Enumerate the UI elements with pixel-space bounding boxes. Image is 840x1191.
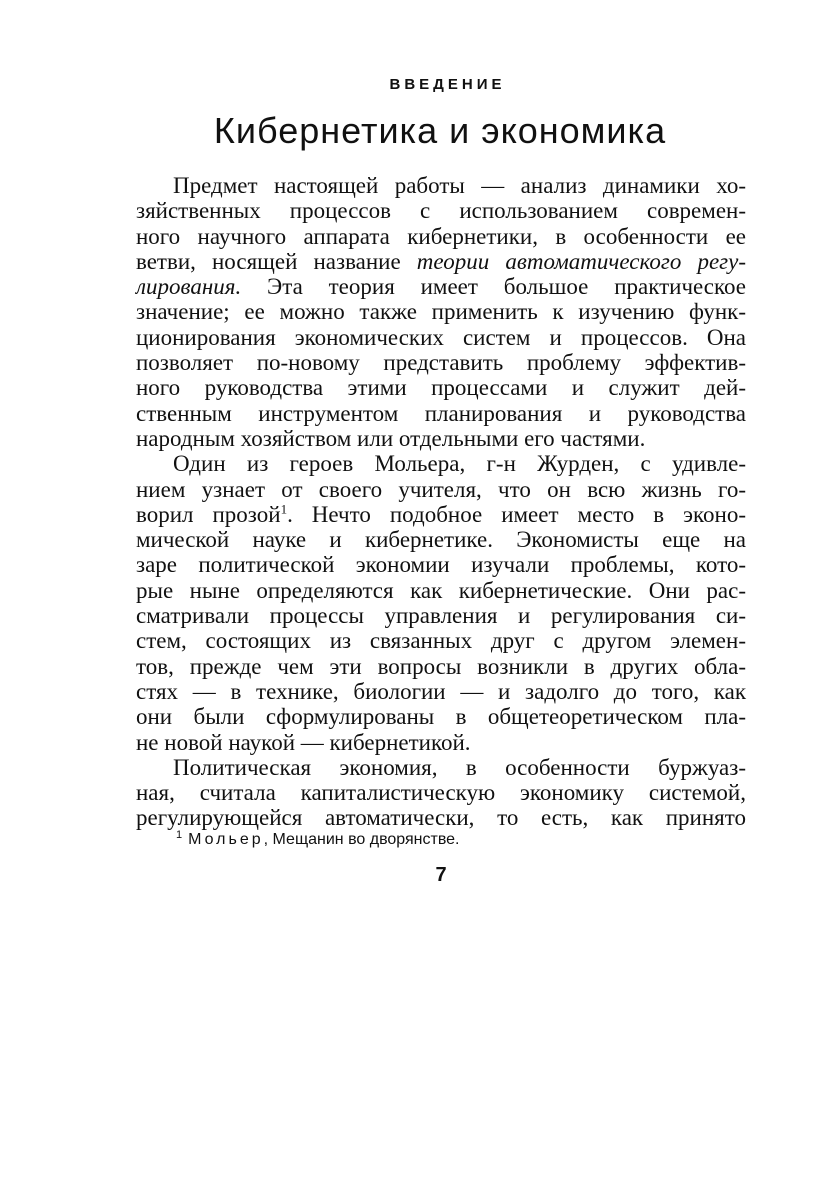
paragraph-2-line-4: мической науке и кибернетике. Экономисты еще на — [136, 527, 746, 553]
text-run: ворил прозой — [136, 501, 281, 527]
paragraph-3-line-3: регулирующейся автоматически, то есть, как принято — [136, 805, 746, 831]
text-run: ветви, носящей название — [136, 248, 401, 274]
paragraph-1-line-10: ственным инструментом планирования и руководства — [136, 400, 746, 426]
footnote-text: , Мещанин во дворянстве. — [263, 831, 460, 848]
paragraph-2-line-12: не новой наукой — кибернетикой. — [136, 729, 471, 755]
footnote-number: 1 — [176, 828, 183, 841]
paragraph-1-line-4 — [136, 249, 746, 274]
footnote-reference[interactable]: 1 — [280, 501, 288, 517]
paragraph-3-line-1: Политическая экономия, в особенности буржуаз- — [173, 754, 746, 780]
chapter-title: Кибернетика и экономика — [213, 110, 667, 151]
paragraph-1-line-8: позволяет по-новому представить проблему эффектив- — [136, 350, 746, 376]
footnote-author: Мольер — [188, 831, 264, 848]
paragraph-1-line-3: ного научного аппарата кибернетики, в особенности ее — [136, 223, 746, 249]
paragraph-2-line-5: заре политической экономии изучали проблемы, кото- — [136, 552, 746, 578]
text-run: Эта теория имеет большое практическое — [241, 274, 746, 300]
paragraph-2-line-1: Один из героев Мольера, г-н Журден, с удивле- — [173, 451, 746, 477]
paragraph-1-line-7: ционирования экономических систем и процессов. Она — [136, 324, 746, 350]
paragraph-2-line-8: стем, состоящих из связанных друг с другом элемен- — [136, 628, 746, 654]
text-run: . Нечто подобное имеет место в эконо- — [287, 501, 746, 527]
section-label: ВВЕДЕНИЕ — [389, 76, 506, 93]
paragraph-1-line-9: ного руководства этими процессами и служит дей- — [136, 375, 746, 401]
footnote — [176, 828, 460, 849]
paragraph-2-line-11: они были сформулированы в общетеоретическом пла- — [136, 704, 746, 730]
paragraph-1-line-5 — [136, 274, 746, 299]
paragraph-1-line-2: зяйственных процессов с использованием современ- — [136, 198, 746, 224]
page-number: 7 — [435, 864, 447, 886]
paragraph-2-line-2: нием узнает от своего учителя, что он всю жизнь го- — [136, 476, 746, 502]
paragraph-2-line-7: сматривали процессы управления и регулирования си- — [136, 603, 746, 629]
paragraph-1-line-11: народным хозяйством или отдельными его частями. — [136, 425, 646, 451]
italic-term: теории автоматического регу- — [416, 248, 747, 274]
body-text — [136, 173, 746, 831]
paragraph-1-line-1: Предмет настоящей работы — анализ динамики хо- — [173, 173, 746, 198]
italic-term-end: лирования. — [136, 274, 242, 300]
paragraph-1-line-6: значение; ее можно также применить к изучению функ- — [136, 299, 746, 325]
paragraph-2-line-6: рые ныне определяются как кибернетические. Они рас- — [136, 577, 746, 603]
paragraph-2-line-9: тов, прежде чем эти вопросы возникли в других обла- — [136, 653, 746, 679]
paragraph-3-line-2: ная, считала капиталистическую экономику системой, — [136, 780, 746, 806]
paragraph-2-line-3 — [136, 502, 746, 527]
paragraph-2-line-10: стях — в технике, биологии — и задолго до того, как — [136, 678, 746, 704]
